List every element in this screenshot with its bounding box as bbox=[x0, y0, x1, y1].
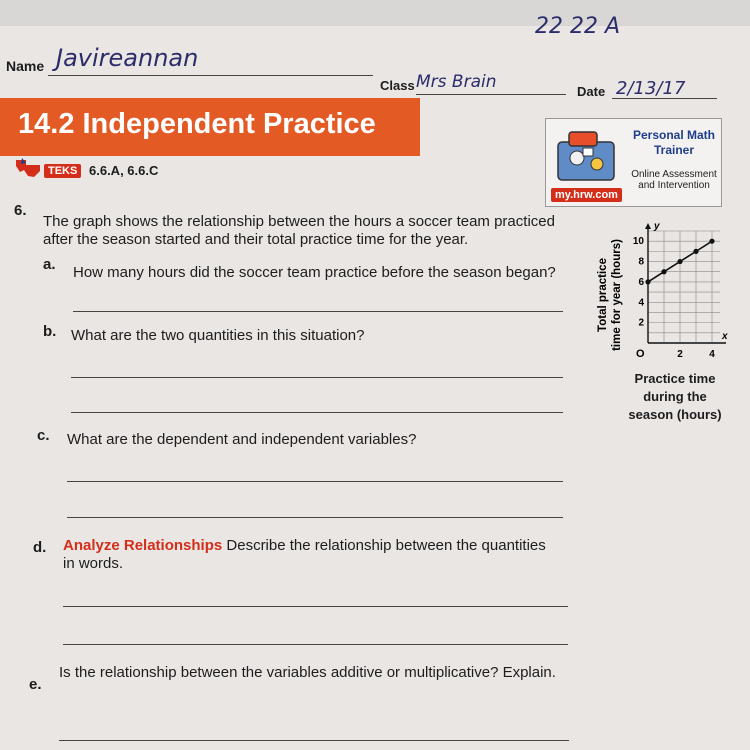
part-c-text: What are the dependent and independent variables? bbox=[67, 431, 417, 448]
site-link[interactable]: my.hrw.com bbox=[551, 188, 622, 202]
data-point bbox=[645, 279, 650, 284]
part-d-letter: d. bbox=[33, 539, 47, 556]
practice-time-chart bbox=[590, 215, 730, 367]
answer-line-d2[interactable] bbox=[63, 644, 568, 645]
part-e-letter: e. bbox=[29, 676, 42, 693]
lesson-title: 14.2 Independent Practice bbox=[18, 108, 376, 140]
class-label: Class bbox=[380, 78, 415, 93]
graph-x-caption: Practice time during the season (hours) bbox=[628, 371, 722, 422]
date-label: Date bbox=[577, 84, 606, 99]
y-tick-label: 10 bbox=[632, 236, 644, 248]
y-axis-label: Total practice time for year (hours) bbox=[597, 239, 623, 351]
answer-line-a[interactable] bbox=[73, 311, 563, 312]
data-point bbox=[661, 269, 666, 274]
toolbox-icon bbox=[553, 124, 623, 186]
class-line bbox=[416, 94, 566, 95]
page-top-strip bbox=[0, 0, 750, 26]
part-d-body: Describe the relationship between the quantities in words. bbox=[63, 537, 546, 572]
answer-line-d1[interactable] bbox=[63, 606, 568, 607]
y-axis-letter: y bbox=[654, 221, 660, 232]
y-axis-arrow bbox=[645, 223, 651, 229]
y-tick-label: 2 bbox=[638, 317, 644, 329]
answer-line-c1[interactable] bbox=[67, 481, 563, 482]
x-tick-label: 4 bbox=[709, 349, 715, 360]
part-b-text: What are the two quantities in this situation? bbox=[71, 327, 365, 344]
class-value: Mrs Brain bbox=[416, 72, 497, 92]
data-point bbox=[693, 249, 698, 254]
origin-label: O bbox=[636, 348, 645, 360]
question-stem: The graph shows the relationship between the hours a soccer team practiced after the season started and their total practice time for the year. bbox=[43, 213, 555, 248]
answer-line-b1[interactable] bbox=[71, 377, 563, 378]
data-point bbox=[677, 259, 682, 264]
x-axis-letter: x bbox=[722, 331, 728, 342]
texas-icon bbox=[14, 156, 42, 178]
top-scribble: 22 22 A bbox=[535, 14, 621, 39]
answer-line-c2[interactable] bbox=[67, 517, 563, 518]
date-value: 2/13/17 bbox=[616, 78, 686, 99]
math-trainer-title: Personal Math Trainer bbox=[632, 128, 716, 157]
answer-line-b2[interactable] bbox=[71, 412, 563, 413]
y-tick-label: 6 bbox=[638, 276, 644, 288]
part-d-text bbox=[63, 537, 553, 573]
name-label: Name bbox=[6, 58, 45, 74]
math-trainer-subtitle: Online Assessment and Intervention bbox=[631, 169, 717, 191]
y-tick-label: 8 bbox=[638, 256, 644, 268]
name-value: Javireannan bbox=[56, 44, 199, 72]
name-line bbox=[48, 75, 373, 76]
teks-badge: TEKS bbox=[44, 164, 81, 178]
question-number: 6. bbox=[14, 202, 27, 219]
part-a-text: How many hours did the soccer team practice before the season began? bbox=[73, 264, 556, 281]
part-e-text: Is the relationship between the variables additive or multiplicative? Explain. bbox=[59, 664, 556, 681]
answer-line-e1[interactable] bbox=[59, 740, 569, 741]
teks-codes: 6.6.A, 6.6.C bbox=[89, 163, 159, 178]
data-point bbox=[709, 239, 714, 244]
part-a-letter: a. bbox=[43, 256, 56, 273]
part-c-letter: c. bbox=[37, 427, 50, 444]
x-tick-label: 2 bbox=[677, 349, 683, 360]
part-d-emphasis: Analyze Relationships bbox=[63, 537, 223, 554]
y-tick-label: 4 bbox=[638, 297, 644, 309]
part-b-letter: b. bbox=[43, 323, 57, 340]
